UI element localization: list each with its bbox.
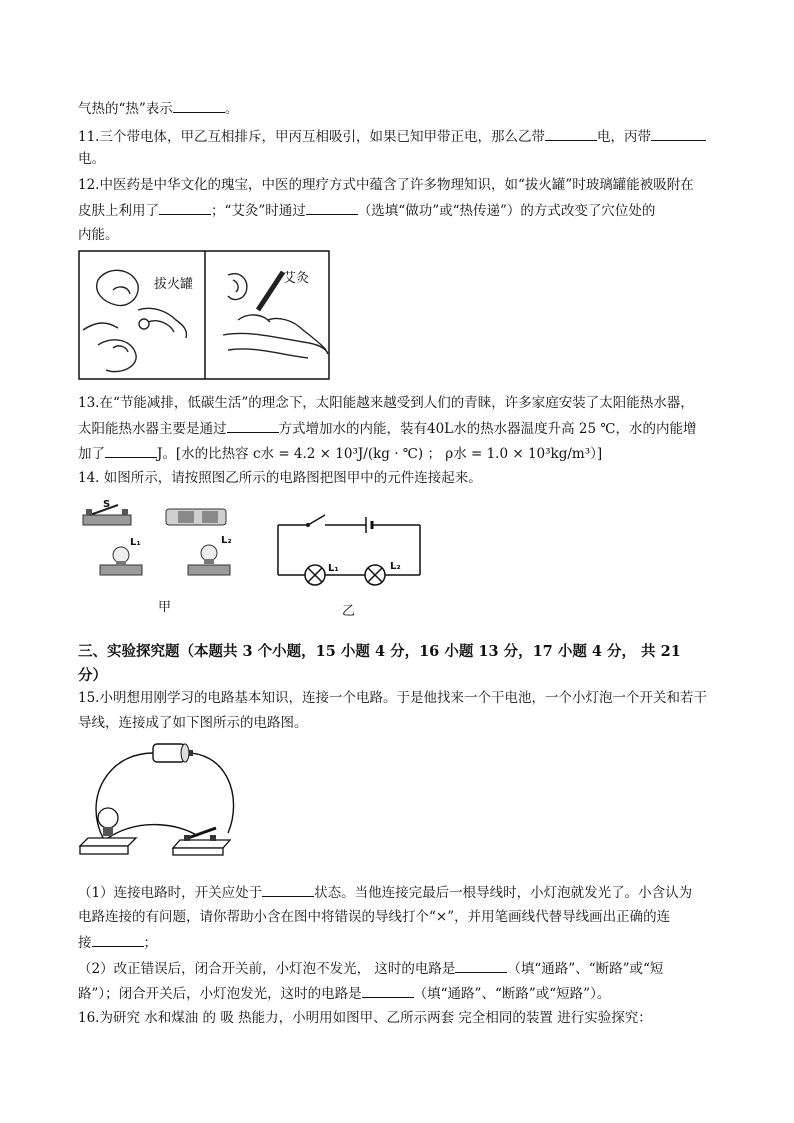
- figure-label-moxibustion: 艾灸: [283, 271, 310, 286]
- text: 状态。当他连接完最后一根导线时，小灯泡就发光了。小含认为: [314, 885, 693, 901]
- knife-switch-on-base: [173, 828, 230, 855]
- q13-line3: [78, 443, 602, 464]
- label-l2: L₂: [221, 535, 232, 546]
- answer-blank[interactable]: [455, 958, 507, 973]
- battery-component: [166, 509, 226, 525]
- text: 加了: [78, 446, 105, 462]
- text: 皮肤上利用了: [78, 203, 159, 219]
- q15-p1-line1: [78, 882, 692, 903]
- q11-line2: 电。: [78, 151, 105, 167]
- q12-line2: [78, 200, 655, 221]
- lamp-l2-symbol: [365, 565, 385, 585]
- label-switch: S: [103, 499, 111, 510]
- text: （选填“做功”或“热传递”）的方式改变了穴位处的: [357, 203, 656, 219]
- answer-blank[interactable]: [362, 983, 414, 998]
- answer-blank[interactable]: [105, 443, 157, 458]
- answer-blank[interactable]: [545, 126, 597, 141]
- q15-p2-line2: [78, 983, 610, 1004]
- answer-blank[interactable]: [92, 932, 144, 947]
- dry-cell-battery: [153, 744, 193, 762]
- q14-figure-jia: [78, 495, 263, 620]
- switch-contact: [306, 523, 310, 527]
- text: 方式增加水的内能，装有40L水的热水器温度升高 25 ℃，水的内能增: [278, 421, 697, 437]
- text: 接: [78, 935, 92, 951]
- label-jia: 甲: [158, 600, 172, 615]
- text: 。: [224, 101, 239, 117]
- text: （填“通路”、“断路”或“短路”）。: [413, 986, 611, 1002]
- q15-p1-line2: 电路连接的有问题，请你帮助小含在图中将错误的导线打个“×”，并用笔画线代替导线画出正确的连: [78, 909, 671, 925]
- circuit-label-l2: L₂: [390, 561, 401, 572]
- q15-line1: 15.小明想用刚学习的电路基本知识，连接一个电路。于是他找来一个干电池，一个小灯泡一个开关和若干: [78, 690, 707, 706]
- q15-figure: [78, 738, 248, 863]
- answer-blank[interactable]: [173, 98, 225, 113]
- q12-line1: 12.中医药是中华文化的瑰宝，中医的理疗方式中蕴含了许多物理知识，如“拔火罐”时玻璃罐能被吸附在: [78, 177, 694, 193]
- label-l1: L₁: [130, 537, 141, 548]
- q14-figure-yi: [270, 505, 440, 625]
- q11-line1: [78, 126, 706, 147]
- answer-blank[interactable]: [227, 418, 279, 433]
- section3-heading-line2: 分）: [78, 667, 107, 684]
- text: J。[水的比热容 c水 = 4.2 × 10³J/(kg · ℃) ； ρ水 = 1.0 × 10³kg/m³）]: [157, 446, 603, 462]
- q15-wires: [96, 753, 234, 838]
- text: 电，丙带: [596, 129, 651, 145]
- q13-line2: [78, 418, 697, 439]
- text: （填“通路”、“断路”或“短: [507, 961, 664, 977]
- text: 气热的“热”表示: [78, 101, 173, 117]
- light-bulb-on-base: [80, 808, 136, 854]
- figure-label-cupping: 拔火罐: [154, 277, 194, 292]
- circuit-label-l1: L₁: [328, 563, 339, 574]
- q15-line2: 导线，连接成了如下图所示的电路图。: [78, 715, 308, 731]
- q14-text: 14. 如图所示，请按照图乙所示的电路图把图甲中的元件连接起来。: [78, 470, 482, 486]
- bulb-l2-component: [188, 545, 230, 575]
- text: （2）改正错误后，闭合开关前，小灯泡不发光， 这时的电路是: [78, 961, 456, 977]
- answer-blank[interactable]: [262, 882, 314, 897]
- text: 太阳能热水器主要是通过: [78, 421, 227, 437]
- bulb-l1-component: [100, 547, 142, 575]
- label-yi: 乙: [342, 604, 356, 619]
- text: ；: [143, 935, 157, 951]
- text: ；“艾灸”时通过: [211, 203, 306, 219]
- answer-blank[interactable]: [306, 200, 358, 215]
- section3-heading-line1: 三、实验探究题（本题共 3 个小题，15 小题 4 分，16 小题 13 分，17 小题 4 分， 共 21: [78, 643, 681, 660]
- q16-line1: 16.为研究 水和煤油 的 吸 热能力，小明用如图甲、乙所示两套 完全相同的装置 进行实验探究：: [78, 1010, 652, 1026]
- q12-line3: 内能。: [78, 227, 119, 243]
- lamp-l1-symbol: [305, 565, 325, 585]
- q10-tail-line: [78, 98, 238, 119]
- answer-blank[interactable]: [651, 126, 706, 141]
- q13-line1: 13.在“节能减排，低碳生活”的理念下，太阳能越来越受到人们的青睐，许多家庭安装了太阳能热水器，: [78, 395, 694, 411]
- text: （1）连接电路时，开关应处于: [78, 885, 263, 901]
- answer-blank[interactable]: [159, 200, 211, 215]
- q15-p2-line1: [78, 958, 663, 979]
- text: 路”）；闭合开关后，小灯泡发光，这时的电路是: [78, 986, 362, 1002]
- text: 11.三个带电体，甲乙互相排斥，甲丙互相吸引，如果已知甲带正电，那么乙带: [78, 129, 545, 145]
- q15-p1-line3: [78, 932, 157, 953]
- q12-figure: [78, 250, 330, 380]
